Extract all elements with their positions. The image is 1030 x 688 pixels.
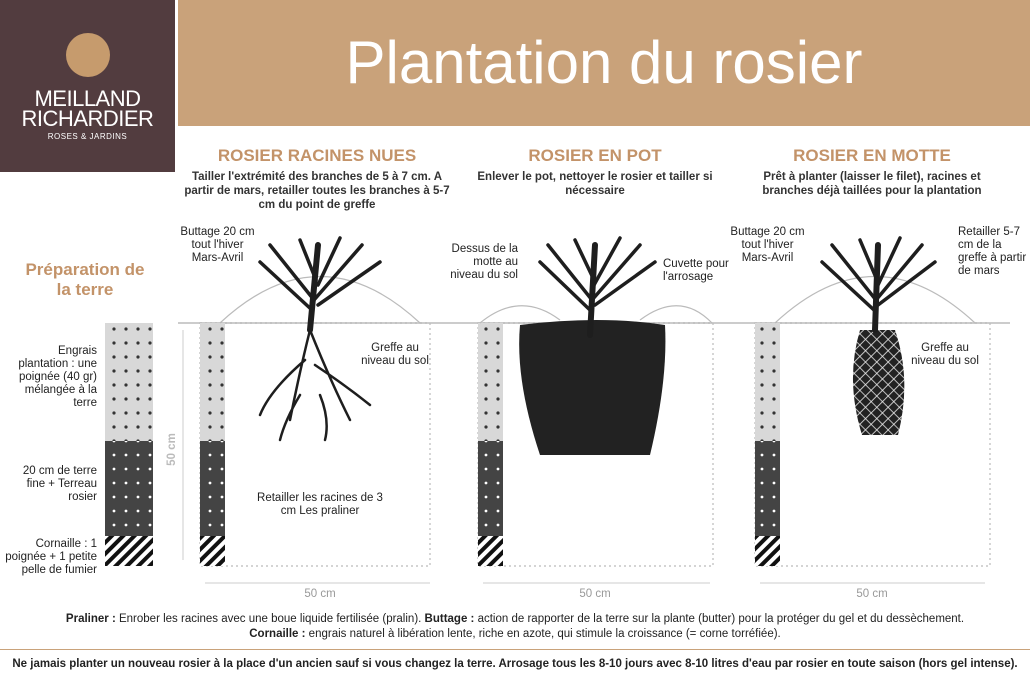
legend-cornaille-def: engrais naturel à libération lente, riche en azote, qui stimule la croissance (= corne torréfiée). <box>308 628 781 640</box>
footer-note: Ne jamais planter un nouveau rosier à la place d'un ancien sauf si vous changez la terre. Arrosage tous les 8-10 jours avec 8-10 litres d'eau par rosier en toute saison (hors gel intense). <box>12 658 1018 670</box>
column-sub-motte: Prêt à planter (laisser le filet), racines et branches déjà taillées pour la plantation <box>762 171 982 197</box>
graft-note-1: Greffe au niveau du sol <box>361 342 429 367</box>
column-heading-bare-root: ROSIER RACINES NUES <box>217 146 417 165</box>
soil-label: 20 cm de terre fine + Terreau rosier <box>22 465 97 503</box>
column-sub-pot: Enlever le pot, nettoyer le rosier et tailler si nécessaire <box>477 171 713 197</box>
buttage-note-1: Buttage 20 cm tout l'hiver Mars-Avril <box>180 226 255 264</box>
motte-note-2: Dessus de la motte au niveau du sol <box>450 243 518 281</box>
fertilizer-layer <box>105 323 153 441</box>
depth-label: 50 cm <box>166 433 178 466</box>
legend-praliner-term: Praliner : <box>65 613 116 625</box>
preparation-title: Préparation de la terre <box>25 260 145 299</box>
brand-line1: MEILLAND <box>34 86 141 111</box>
cornaille-label: Cornaille : 1 poignée + 1 petite pelle de fumier <box>5 538 97 576</box>
legend-praliner-def: Enrober les racines avec une boue liquide fertilisée (pralin). <box>118 613 422 625</box>
width-label-2: 50 cm <box>579 588 611 600</box>
cornaille-layer <box>105 536 153 566</box>
netted-root-ball <box>853 330 904 435</box>
retailler-note-3: Retailler 5-7 cm de la greffe à partir de mars <box>958 226 1027 277</box>
legend-buttage-def: action de rapporter de la terre sur la plante (butter) pour la protéger du gel et du dessèchement. <box>477 613 965 625</box>
column-sub-bare-root: Tailler l'extrémité des branches de 5 à 7 cm. A partir de mars, retailler toutes les branches à 5-7 cm du point de greffe <box>184 171 450 211</box>
fertilizer-label: Engrais plantation : une poignée (40 gr) mélangée à la terre <box>18 345 97 409</box>
buttage-note-3: Buttage 20 cm tout l'hiver Mars-Avril <box>730 226 805 264</box>
footer <box>0 649 1030 688</box>
soil-layer <box>105 441 153 536</box>
column-heading-pot: ROSIER EN POT <box>528 146 662 165</box>
bare-root-rose <box>260 238 380 440</box>
brand-tagline: ROSES & JARDINS <box>47 132 128 141</box>
balled-rose <box>822 238 935 330</box>
legend <box>0 612 1030 642</box>
page-title: Plantation du rosier <box>345 29 863 96</box>
brand-line2: RICHARDIER <box>21 106 154 131</box>
root-ball <box>519 320 665 455</box>
width-label-3: 50 cm <box>856 588 888 600</box>
width-label-1: 50 cm <box>304 588 336 600</box>
legend-cornaille-term: Cornaille : <box>249 628 306 640</box>
legend-buttage-term: Buttage : <box>424 613 475 625</box>
roots-note-1: Retailler les racines de 3 cm Les praliner <box>257 492 383 517</box>
graft-note-3: Greffe au niveau du sol <box>911 342 979 367</box>
cuvette-note-2: Cuvette pour l'arrosage <box>663 258 729 283</box>
column-heading-motte: ROSIER EN MOTTE <box>793 146 951 165</box>
